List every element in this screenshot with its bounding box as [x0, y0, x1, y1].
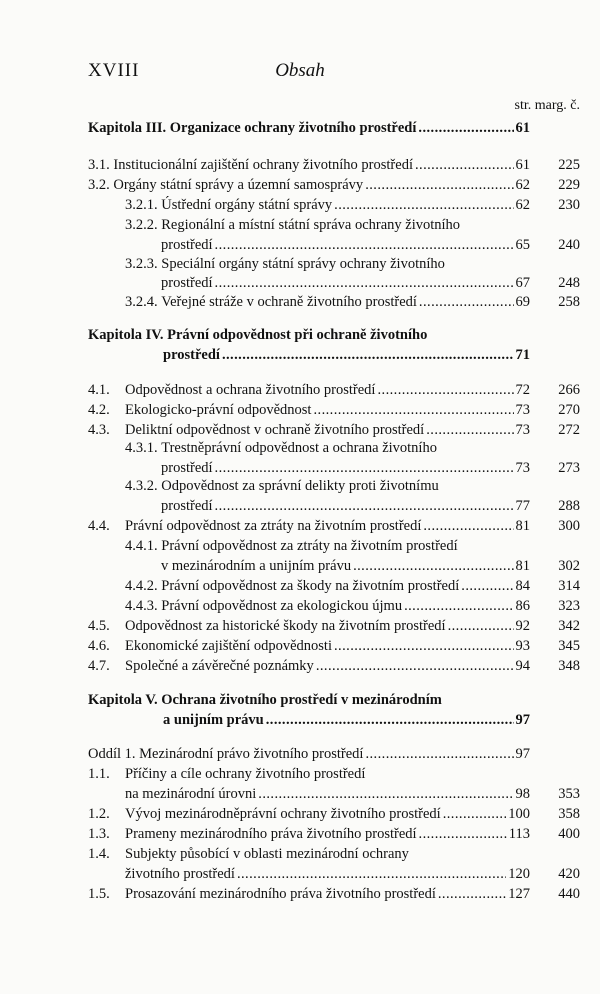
toc-page-number: 97	[515, 746, 530, 762]
toc-leader-dots	[365, 175, 513, 195]
toc-leader-dots	[316, 656, 514, 676]
toc-page-number: 61	[515, 120, 530, 136]
toc-leader-dots	[215, 496, 514, 516]
toc-margin-number: 345	[558, 638, 580, 654]
toc-margin-number: 240	[558, 237, 580, 253]
toc-page-number: 81	[515, 518, 530, 534]
toc-entry-title: a unijním právu	[163, 712, 264, 728]
toc-page-number: 94	[515, 658, 530, 674]
toc-entry-title: prostředí	[161, 275, 213, 291]
toc-leader-dots	[443, 804, 507, 824]
toc-margin-number: 272	[558, 422, 580, 438]
toc-entry-title: Ekonomické zajištění odpovědnosti	[125, 638, 332, 654]
toc-leader-dots	[258, 784, 513, 804]
toc-leader-dots	[215, 235, 514, 255]
toc-page-number: 73	[515, 422, 530, 438]
toc-leader-dots	[426, 420, 513, 440]
toc-page-number: 71	[515, 347, 530, 363]
toc-entry	[88, 824, 530, 844]
toc-entry	[125, 292, 530, 312]
toc-entry-number: 4.3.1.	[125, 440, 162, 456]
toc-leader-dots	[404, 596, 513, 616]
toc-entry-title: Právní odpovědnost za ekologickou újmu	[161, 598, 403, 614]
toc-entry	[125, 536, 530, 556]
toc-entry-title: Deliktní odpovědnost v ochraně životního prostředí	[125, 422, 425, 438]
toc-entry	[88, 844, 530, 864]
toc-entry	[88, 616, 530, 636]
toc-leader-dots	[377, 380, 513, 400]
toc-leader-dots	[334, 636, 514, 656]
toc-entry	[125, 576, 530, 596]
toc-entry	[88, 744, 530, 764]
toc-entry	[125, 784, 530, 804]
toc-entry-title: Právní odpovědnost za ztráty na životním prostředí	[125, 518, 422, 534]
toc-page-number: 61	[515, 157, 530, 173]
toc-leader-dots	[419, 824, 507, 844]
toc-margin-number: 342	[558, 618, 580, 634]
toc-margin-number: 266	[558, 382, 580, 398]
toc-entry-title: Odpovědnost a ochrana životního prostředí	[125, 382, 376, 398]
toc-entry	[161, 556, 530, 576]
toc-margin-number: 300	[558, 518, 580, 534]
toc-page-number: 73	[515, 460, 530, 476]
column-headers: str. marg. č.	[514, 98, 580, 113]
toc-margin-number: 270	[558, 402, 580, 418]
toc-page-number: 113	[508, 826, 530, 842]
toc-entry-title: Prameny mezinárodního práva životního prostředí	[125, 826, 417, 842]
toc-entry	[125, 596, 530, 616]
toc-margin-number: 230	[558, 197, 580, 213]
toc-entry-title: Trestněprávní odpovědnost a ochrana životního	[161, 440, 437, 456]
toc-entry	[125, 438, 530, 458]
toc-entry-number: 4.7.	[88, 658, 110, 674]
toc-entry-title: Speciální orgány státní správy ochrany životního	[161, 256, 445, 272]
toc-leader-dots	[423, 516, 513, 536]
toc-page-number: 81	[515, 558, 530, 574]
toc-entry	[161, 458, 530, 478]
toc-entry-number: 3.2.4.	[125, 294, 162, 310]
toc-entry-title: Ekologicko-právní odpovědnost	[125, 402, 312, 418]
toc-entry-title: Orgány státní správy a územní samosprávy	[113, 177, 364, 193]
toc-entry-title: na mezinárodní úrovni	[125, 786, 257, 802]
toc-leader-dots	[448, 616, 514, 636]
toc-entry-title: Subjekty působící v oblasti mezinárodní ochrany	[125, 846, 409, 862]
toc-entry	[88, 400, 530, 420]
toc-entry-title: Příčiny a cíle ochrany životního prostředí	[125, 766, 366, 782]
toc-entry-title: Kapitola IV. Právní odpovědnost při ochraně životního	[88, 327, 428, 343]
toc-margin-number: 400	[558, 826, 580, 842]
toc-leader-dots	[266, 710, 514, 730]
toc-entry-title: Regionální a místní státní správa ochrany životního	[161, 217, 461, 233]
toc-page-number: 120	[508, 866, 530, 882]
toc-page-number: 93	[515, 638, 530, 654]
toc-entry	[88, 420, 530, 440]
toc-entry-title: Společné a závěrečné poznámky	[125, 658, 314, 674]
toc-page-number: 62	[515, 197, 530, 213]
toc-entry-number: 4.5.	[88, 618, 110, 634]
toc-page-number: 67	[515, 275, 530, 291]
toc-entry-title: prostředí	[161, 460, 213, 476]
toc-entry	[125, 254, 530, 274]
toc-leader-dots	[438, 884, 506, 904]
toc-entry-number: 3.2.1.	[125, 197, 162, 213]
toc-entry-title: prostředí	[161, 237, 213, 253]
toc-entry-number: 1.4.	[88, 846, 110, 862]
toc-entry-title: Kapitola III. Organizace ochrany životního prostředí	[88, 120, 417, 136]
toc-entry-number: 4.2.	[88, 402, 110, 418]
toc-entry-title: Institucionální zajištění ochrany životního prostředí	[113, 157, 413, 173]
toc-entry-number: 4.3.2.	[125, 478, 162, 494]
toc-page-number: 65	[515, 237, 530, 253]
toc-entry-number: 1.3.	[88, 826, 110, 842]
toc-entry-title: Oddíl 1. Mezinárodní právo životního prostředí	[88, 746, 364, 762]
toc-entry	[163, 345, 530, 365]
toc-entry-title: v mezinárodním a unijním právu	[161, 558, 352, 574]
toc-entry-number: 3.2.	[88, 177, 114, 193]
toc-entry	[125, 864, 530, 884]
toc-page-number: 100	[508, 806, 530, 822]
toc-entry-title: Kapitola V. Ochrana životního prostředí v mezinárodním	[88, 692, 442, 708]
toc-leader-dots	[215, 458, 514, 478]
toc-margin-number: 353	[558, 786, 580, 802]
toc-entry-number: 4.4.	[88, 518, 110, 534]
toc-entry	[88, 118, 530, 138]
toc-margin-number: 229	[558, 177, 580, 193]
toc-margin-number: 358	[558, 806, 580, 822]
toc-entry	[125, 195, 530, 215]
toc-entry	[88, 804, 530, 824]
toc-margin-number: 314	[558, 578, 580, 594]
toc-entry-title: prostředí	[163, 347, 220, 363]
toc-entry-title: Právní odpovědnost za ztráty na životním prostředí	[161, 538, 458, 554]
toc-entry	[88, 636, 530, 656]
toc-entry-number: 1.1.	[88, 766, 110, 782]
toc-margin-number: 288	[558, 498, 580, 514]
page-number-roman: XVIII	[88, 60, 140, 81]
toc-margin-number: 420	[558, 866, 580, 882]
toc-entry	[88, 656, 530, 676]
toc-margin-number: 225	[558, 157, 580, 173]
toc-page-number: 92	[515, 618, 530, 634]
toc-page-number: 62	[515, 177, 530, 193]
page-title: Obsah	[275, 60, 325, 81]
toc-entry-number: 3.2.2.	[125, 217, 162, 233]
toc-entry	[125, 476, 530, 496]
toc-margin-number: 258	[558, 294, 580, 310]
toc-entry-number: 4.1.	[88, 382, 110, 398]
toc-margin-number: 302	[558, 558, 580, 574]
toc-leader-dots	[419, 292, 514, 312]
toc-leader-dots	[215, 273, 514, 293]
toc-entry	[161, 496, 530, 516]
toc-entry	[88, 380, 530, 400]
toc-entry-title: prostředí	[161, 498, 213, 514]
toc-entry	[88, 175, 530, 195]
toc-page-number: 73	[515, 402, 530, 418]
toc-entry-title: Právní odpovědnost za škody na životním prostředí	[161, 578, 460, 594]
toc-leader-dots	[365, 744, 513, 764]
toc-entry	[125, 215, 530, 235]
toc-entry	[88, 690, 530, 710]
toc-entry	[88, 516, 530, 536]
toc-margin-number: 348	[558, 658, 580, 674]
toc-margin-number: 273	[558, 460, 580, 476]
toc-leader-dots	[313, 400, 513, 420]
toc-entry-number: 4.4.2.	[125, 578, 162, 594]
toc-entry	[163, 710, 530, 730]
toc-entry-title: životního prostředí	[125, 866, 235, 882]
toc-entry-number: 4.4.3.	[125, 598, 162, 614]
toc-entry-number: 1.5.	[88, 886, 110, 902]
toc-entry-title: Prosazování mezinárodního práva životního prostředí	[125, 886, 436, 902]
toc-leader-dots	[415, 155, 514, 175]
toc-entry-number: 4.4.1.	[125, 538, 162, 554]
toc-margin-number: 248	[558, 275, 580, 291]
toc-entry-number: 3.1.	[88, 157, 114, 173]
toc-leader-dots	[334, 195, 513, 215]
toc-entry-number: 4.6.	[88, 638, 110, 654]
toc-leader-dots	[237, 864, 506, 884]
toc-page-number: 86	[515, 598, 530, 614]
toc-entry	[88, 325, 530, 345]
toc-leader-dots	[418, 118, 513, 138]
toc-leader-dots	[222, 345, 514, 365]
toc-entry-title: Odpovědnost za správní delikty proti životnímu	[161, 478, 439, 494]
toc-page-number: 127	[508, 886, 530, 902]
toc-leader-dots	[461, 576, 513, 596]
toc-entry-title: Ústřední orgány státní správy	[161, 197, 333, 213]
toc-entry-title: Odpovědnost za historické škody na životním prostředí	[125, 618, 446, 634]
toc-margin-number: 440	[558, 886, 580, 902]
toc-entry-number: 4.3.	[88, 422, 110, 438]
toc-page-number: 72	[515, 382, 530, 398]
toc-page-number: 97	[515, 712, 530, 728]
toc-page-number: 98	[515, 786, 530, 802]
toc-entry	[88, 764, 530, 784]
toc-entry-title: Veřejné stráže v ochraně životního prostředí	[161, 294, 417, 310]
toc-page-number: 77	[515, 498, 530, 514]
toc-entry	[161, 235, 530, 255]
toc-page-number: 84	[515, 578, 530, 594]
toc-entry	[161, 273, 530, 293]
toc-entry	[88, 155, 530, 175]
toc-margin-number: 323	[558, 598, 580, 614]
toc-entry-number: 1.2.	[88, 806, 110, 822]
toc-leader-dots	[353, 556, 513, 576]
toc-entry	[88, 884, 530, 904]
toc-page-number: 69	[515, 294, 530, 310]
toc-entry-title: Vývoj mezinárodněprávní ochrany životního prostředí	[125, 806, 441, 822]
toc-entry-number: 3.2.3.	[125, 256, 162, 272]
